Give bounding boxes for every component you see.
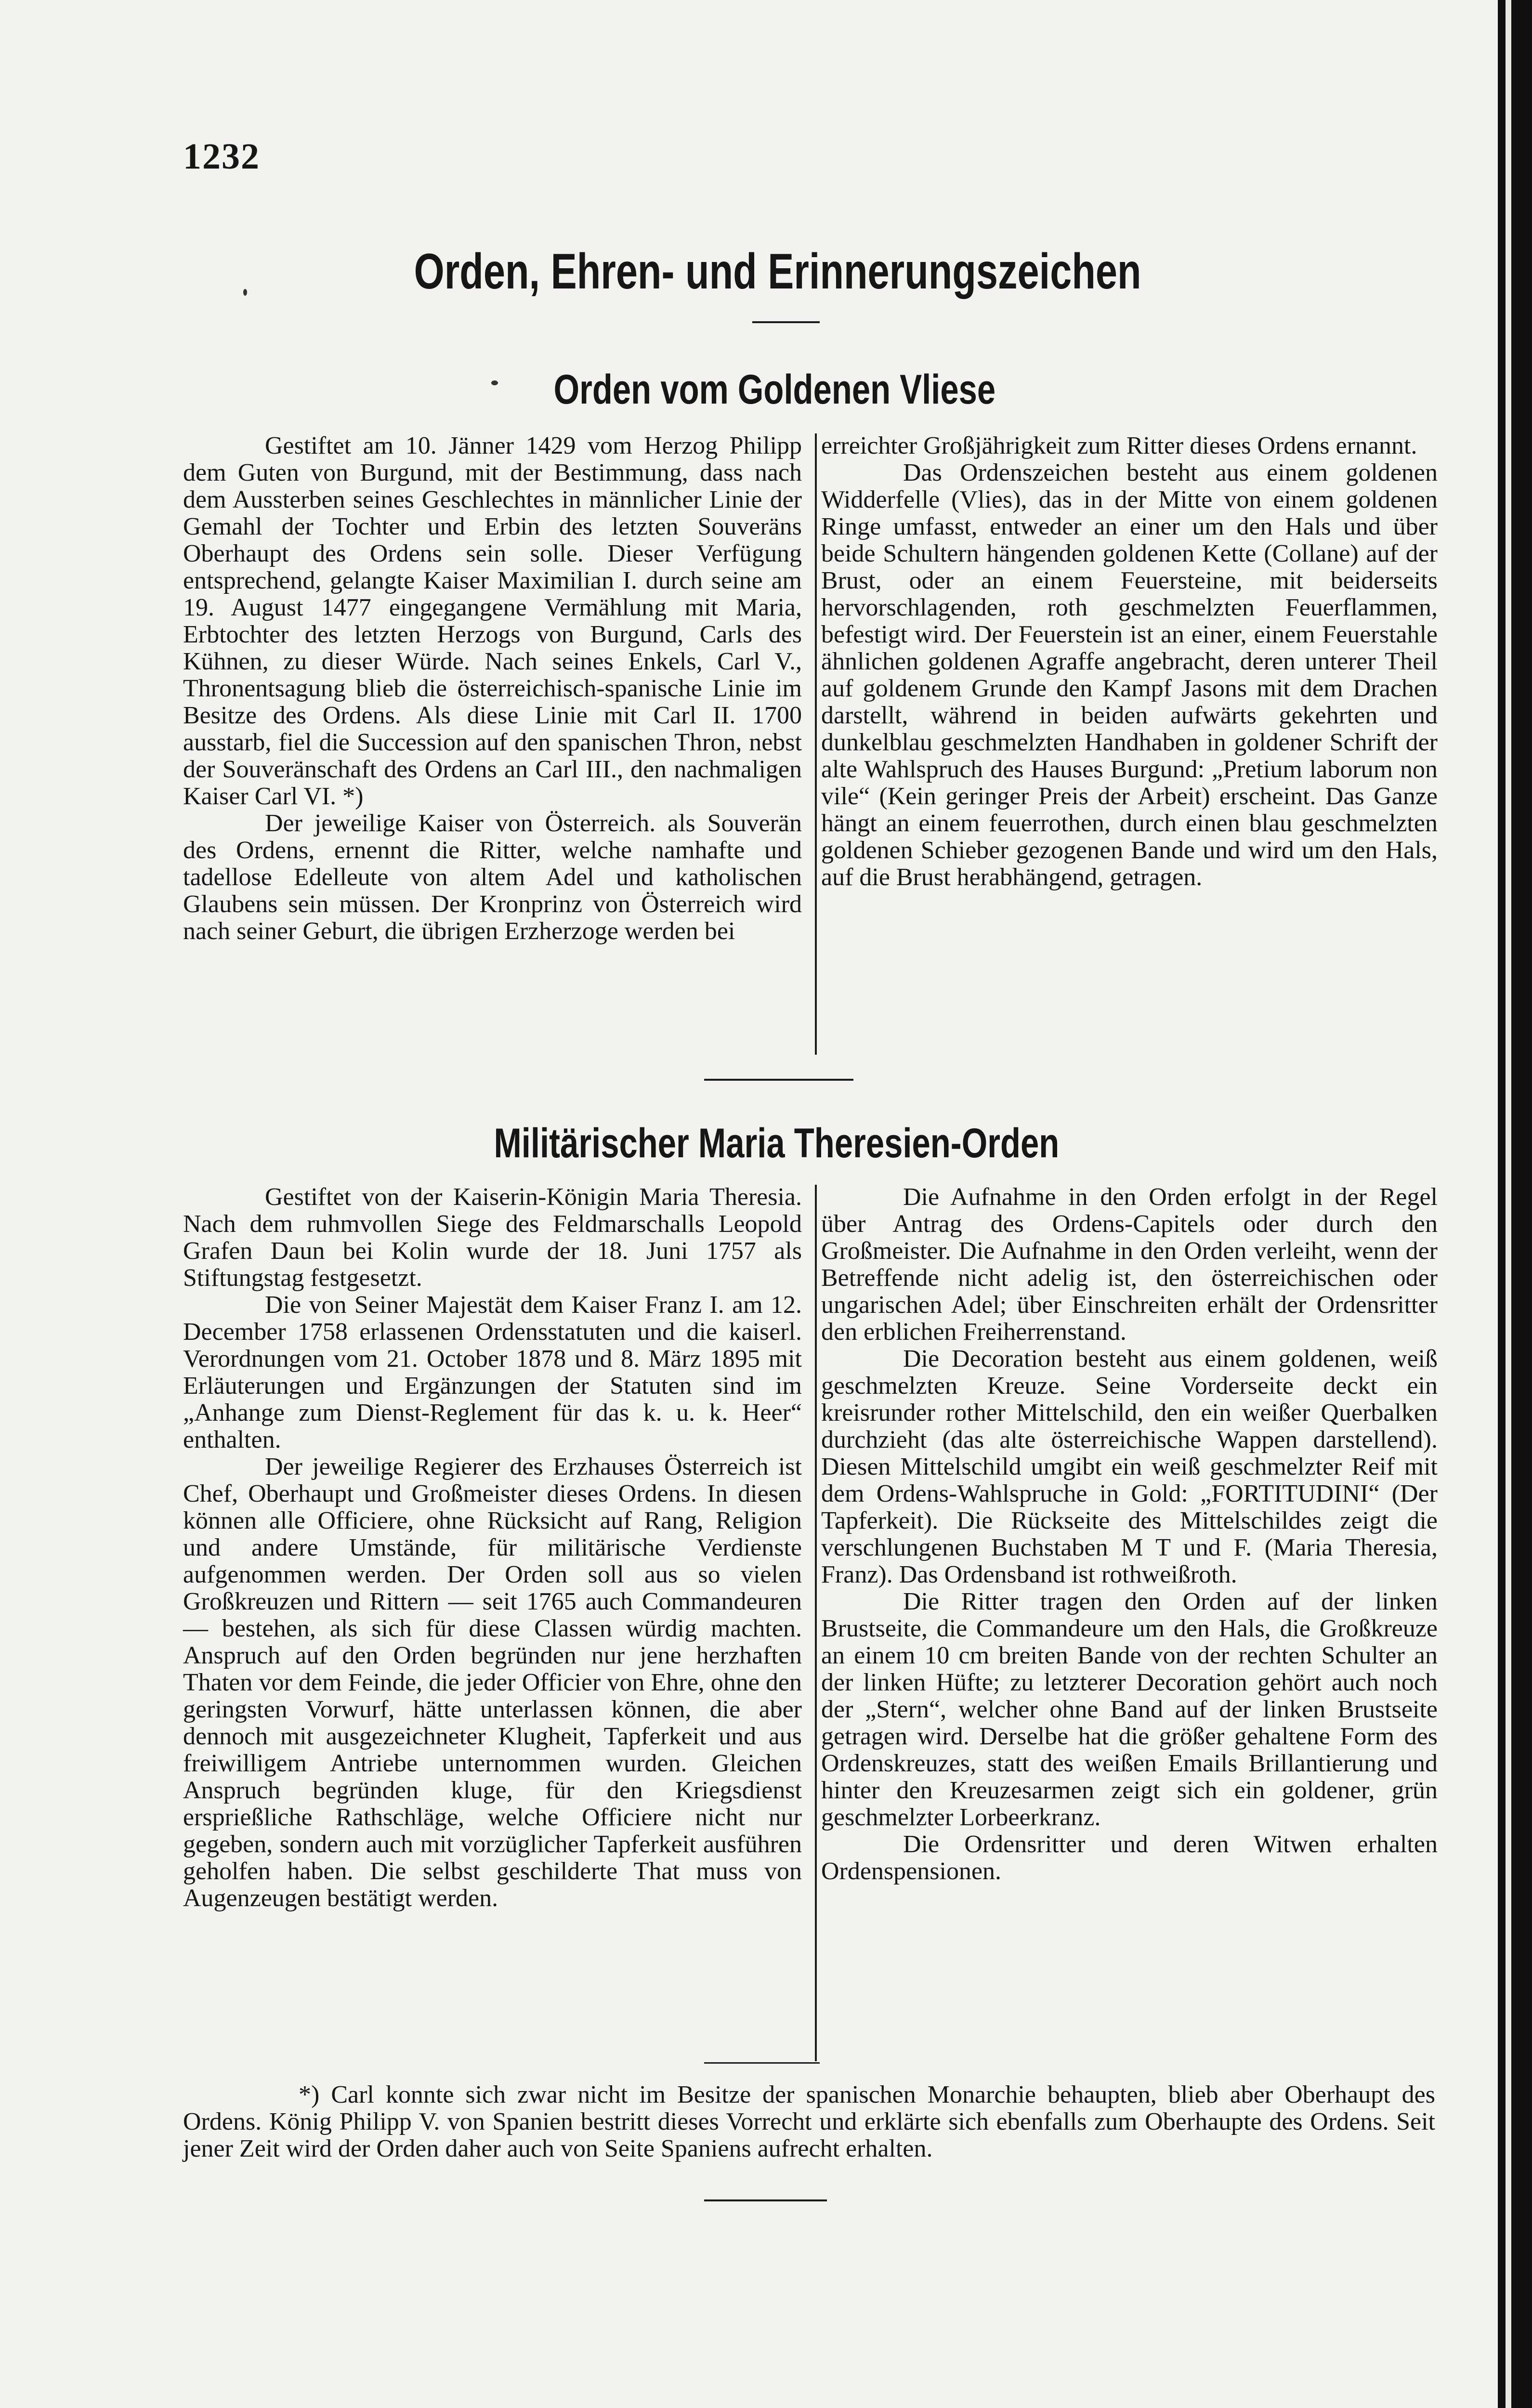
scan-edge-shadow <box>1498 0 1532 2408</box>
paragraph: Die Aufnahme in den Orden erfolgt in der Regel über Antrag des Ordens-Capitels oder durch den Großmeister. Die Aufnahme in den Orden verleiht, wenn der Betreffende nicht adelig ist, den österreichischen oder ungarischen Adel; über Einschreiten erhält der Ordensritter den erblichen Freiherrenstand. <box>821 1183 1438 1346</box>
column-divider <box>815 1185 817 2061</box>
page-number: 1232 <box>183 136 260 177</box>
title-rule <box>752 321 820 323</box>
footnote: *) Carl konnte sich zwar nicht im Besitze der spanischen Monarchie behaupten, blieb aber Oberhaupt des Ordens. König Philipp V. von Spanien bestritt dieses Vorrecht und erklärte sich ebenfalls zum Oberhaupte des Ordens. Seit jener Zeit wird der Orden daher auch von Seite Spaniens aufrecht erhalten. <box>183 2081 1435 2162</box>
paragraph: Die Decoration besteht aus einem goldenen, weiß geschmelzten Kreuze. Seine Vorderseite deckt ein kreisrunder rother Mittelschild, den ein weißer Querbalken durchzieht (das alte österreichische Wappen darstellend). Diesen Mittelschild umgibt ein weiß geschmelzter Reif mit dem Ordens-Wahlspruche in Gold: „FORTITUDINI“ (Der Tapferkeit). Die Rückseite des Mittelschildes zeigt die verschlungenen Buchstaben M T und F. (Maria Theresia, Franz). Das Ordensband ist rothweißroth. <box>821 1345 1438 1588</box>
paragraph: Die Ritter tragen den Orden auf der linken Brustseite, die Commandeure um den Hals, die Großkreuze an einem 10 cm breiten Bande von der rechten Schulter an der linken Hüfte; zu letzterer Decoration gehört auch noch der „Stern“, welcher ohne Band auf der linken Brustseite getragen wird. Derselbe hat die größer gehaltene Form des Ordenskreuzes, statt des weißen Emails Brillantierung und hinter den Kreuzesarmen zeigt sich ein goldener, grün geschmelzter Lorbeerkranz. <box>821 1588 1438 1831</box>
column-divider <box>815 433 817 1055</box>
paragraph: Der jeweilige Regierer des Erzhauses Österreich ist Chef, Oberhaupt und Großmeister dieses Ordens. In diesen können alle Officiere, ohne Rücksicht auf Rang, Religion und andere Umstände, für militärische Verdienste aufgenommen werden. Der Orden soll aus so vielen Großkreuzen und Rittern — seit 1765 auch Commandeuren — bestehen, als sich für diese Classen würdig machten. Anspruch auf den Orden begründen nur jene herzhaften Thaten vor dem Feinde, die jeder Officier von Ehre, ohne den geringsten Vorwurf, hätte unterlassen können, die aber dennoch mit ausgezeichneter Klugheit, Tapferkeit und aus freiwilligem Antriebe unternommen wurden. Gleichen Anspruch begründen kluge, für den Kriegsdienst ersprießliche Rathschläge, welche Officiere nicht nur gegeben, sondern auch mit vorzüglicher Tapferkeit ausführen geholfen haben. Die selbst geschilderte That muss von Augenzeugen bestätigt werden. <box>183 1453 802 1912</box>
section2-right-column <box>821 1184 1438 1885</box>
section-title-golden-fleece: Orden vom Goldenen Vliese <box>553 366 996 413</box>
main-title: Orden, Ehren- und Erinnerungszeichen <box>414 244 1141 300</box>
section2-left-column <box>183 1184 802 1912</box>
section-rule <box>704 1079 853 1081</box>
section1-left-column <box>183 432 802 945</box>
footnote-rule <box>704 2062 820 2064</box>
section-title-maria-theresien: Militärischer Maria Theresien-Orden <box>494 1120 1060 1166</box>
section1-right-column <box>821 432 1438 891</box>
paragraph: Der jeweilige Kaiser von Österreich. als Souverän des Ordens, ernennt die Ritter, welche namhafte und tadellose Edelleute von altem Adel und katholischen Glaubens sein müssen. Der Kronprinz von Österreich wird nach seiner Geburt, die übrigen Erzherzoge werden bei <box>183 810 802 945</box>
paragraph: erreichter Großjährigkeit zum Ritter dieses Ordens ernannt. <box>821 432 1417 459</box>
paragraph: Gestiftet von der Kaiserin-Königin Maria Theresia. Nach dem ruhmvollen Siege des Feldmarschalls Leopold Grafen Daun bei Kolin wurde der 18. Juni 1757 als Stiftungstag festgesetzt. <box>183 1183 802 1292</box>
paragraph: Die Ordensritter und deren Witwen erhalten Ordenspensionen. <box>821 1831 1438 1885</box>
scan-edge-gap <box>1506 0 1511 2408</box>
paragraph: Die von Seiner Majestät dem Kaiser Franz I. am 12. December 1758 erlassenen Ordensstatuten und die kaiserl. Verordnungen vom 21. October 1878 und 8. März 1895 mit Erläuterungen und Ergänzungen der Statuten sind im „Anhange zum Dienst-Reglement für das k. u. k. Heer“ enthalten. <box>183 1291 802 1453</box>
end-rule <box>704 2199 827 2201</box>
paragraph: Gestiftet am 10. Jänner 1429 vom Herzog Philipp dem Guten von Burgund, mit der Bestimmung, dass nach dem Aussterben seines Geschlechtes in männlicher Linie der Gemahl der Tochter und Erbin des letzten Souveräns Oberhaupt des Ordens sein solle. Dieser Verfügung entsprechend, gelangte Kaiser Maximilian I. durch seine am 19. August 1477 eingegangene Vermählung mit Maria, Erbtochter des letzten Herzogs von Burgund, Carls des Kühnen, zu dieser Würde. Nach seines Enkels, Carl V., Thronentsagung blieb die österreichisch-spanische Linie im Besitze des Ordens. Als diese Linie mit Carl II. 1700 ausstarb, fiel die Succession auf den spanischen Thron, nebst der Souveränschaft des Ordens an Carl III., den nachmaligen Kaiser Carl VI. *) <box>183 432 802 810</box>
paragraph: Das Ordenszeichen besteht aus einem goldenen Widderfelle (Vlies), das in der Mitte von einem goldenen Ringe umfasst, entweder an einer um den Hals und über beide Schultern hängenden goldenen Kette (Collane) auf der Brust, oder an einem Feuersteine, mit beiderseits hervorschlagenden, roth geschmelzten Feuerflammen, befestigt wird. Der Feuerstein ist an einer, einem Feuerstahle ähnlichen goldenen Agraffe angebracht, deren unterer Theil auf goldenem Grunde den Kampf Jasons mit dem Drachen darstellt, während in beiden aufwärts gekehrten und dunkelblau geschmelzten Handhaben in goldener Schrift der alte Wahlspruch des Hauses Burgund: „Pretium laborum non vile“ (Kein geringer Preis der Arbeit) erscheint. Das Ganze hängt an einem feuerrothen, durch einen blau geschmelzten goldenen Schieber gezogenen Bande und wird um den Hals, auf die Brust herabhängend, getragen. <box>821 459 1438 891</box>
